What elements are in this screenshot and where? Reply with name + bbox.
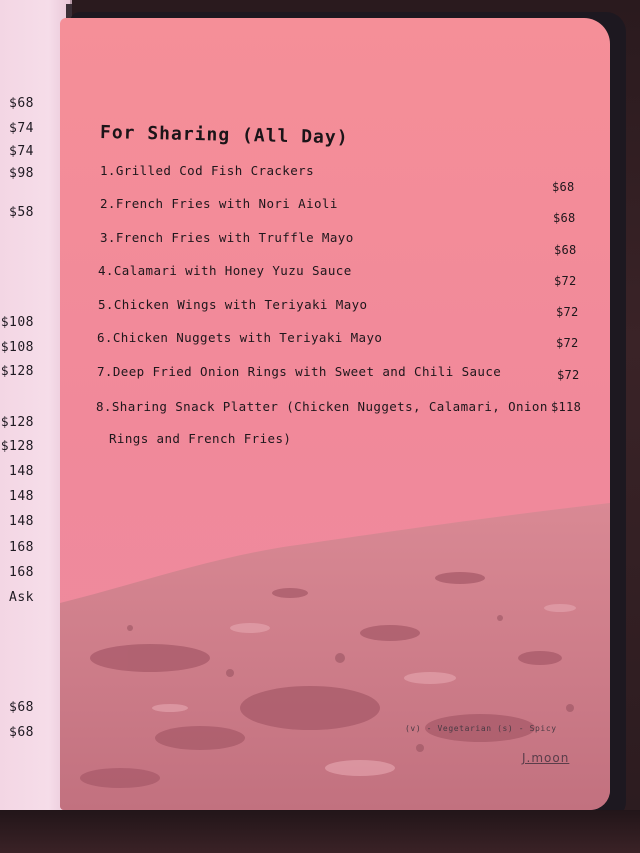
menu-item-name: 2.French Fries with Nori Aioli	[100, 196, 338, 211]
menu-item-name: 1.Grilled Cod Fish Crackers	[100, 163, 314, 178]
previous-page-price: $58	[9, 205, 34, 220]
menu-item-name-continued: Rings and French Fries)	[109, 431, 292, 446]
previous-page-price: $68	[9, 725, 34, 740]
previous-page-price: $68	[9, 700, 34, 715]
previous-page-price: $68	[9, 96, 34, 111]
previous-page-price: $128	[0, 439, 34, 454]
menu-item-name: 3.French Fries with Truffle Mayo	[100, 230, 354, 245]
dietary-legend: (v) - Vegetarian (s) - Spicy	[405, 724, 557, 733]
previous-page-price: $108	[0, 340, 34, 355]
menu-item-price: $72	[557, 368, 580, 382]
menu-item-price: $68	[554, 243, 577, 257]
restaurant-logo: J.moon	[522, 751, 570, 765]
previous-page-price: 168	[9, 540, 34, 555]
menu-item-price: $68	[552, 180, 575, 194]
menu-item-name: 8.Sharing Snack Platter (Chicken Nuggets, Calamari, Onion	[96, 399, 548, 414]
previous-page-price: 148	[9, 489, 34, 504]
previous-page-price: $108	[0, 315, 34, 330]
menu-item-name: 7.Deep Fried Onion Rings with Sweet and Chili Sauce	[97, 364, 502, 379]
menu-item-price: $72	[556, 305, 579, 319]
table-surface	[0, 810, 640, 853]
menu-item-name: 5.Chicken Wings with Teriyaki Mayo	[98, 297, 368, 312]
menu-item-price: $68	[553, 211, 576, 225]
previous-page-price: $98	[9, 166, 34, 181]
previous-page-price: $74	[9, 144, 34, 159]
menu-item-name: 4.Calamari with Honey Yuzu Sauce	[98, 263, 352, 278]
menu-page	[60, 18, 610, 810]
previous-page-price: 148	[9, 514, 34, 529]
previous-page-price: 168	[9, 565, 34, 580]
menu-item-name: 6.Chicken Nuggets with Teriyaki Mayo	[97, 330, 383, 345]
menu-item-price: $118	[551, 400, 582, 414]
previous-page-price: 148	[9, 464, 34, 479]
menu-item-price: $72	[556, 336, 579, 350]
previous-page-price: $128	[0, 364, 34, 379]
section-title: For Sharing (All Day)	[99, 122, 349, 149]
previous-page-price: $74	[9, 121, 34, 136]
menu-item-price: $72	[554, 274, 577, 288]
previous-page-price: $128	[0, 415, 34, 430]
previous-page-price: Ask	[9, 590, 34, 605]
